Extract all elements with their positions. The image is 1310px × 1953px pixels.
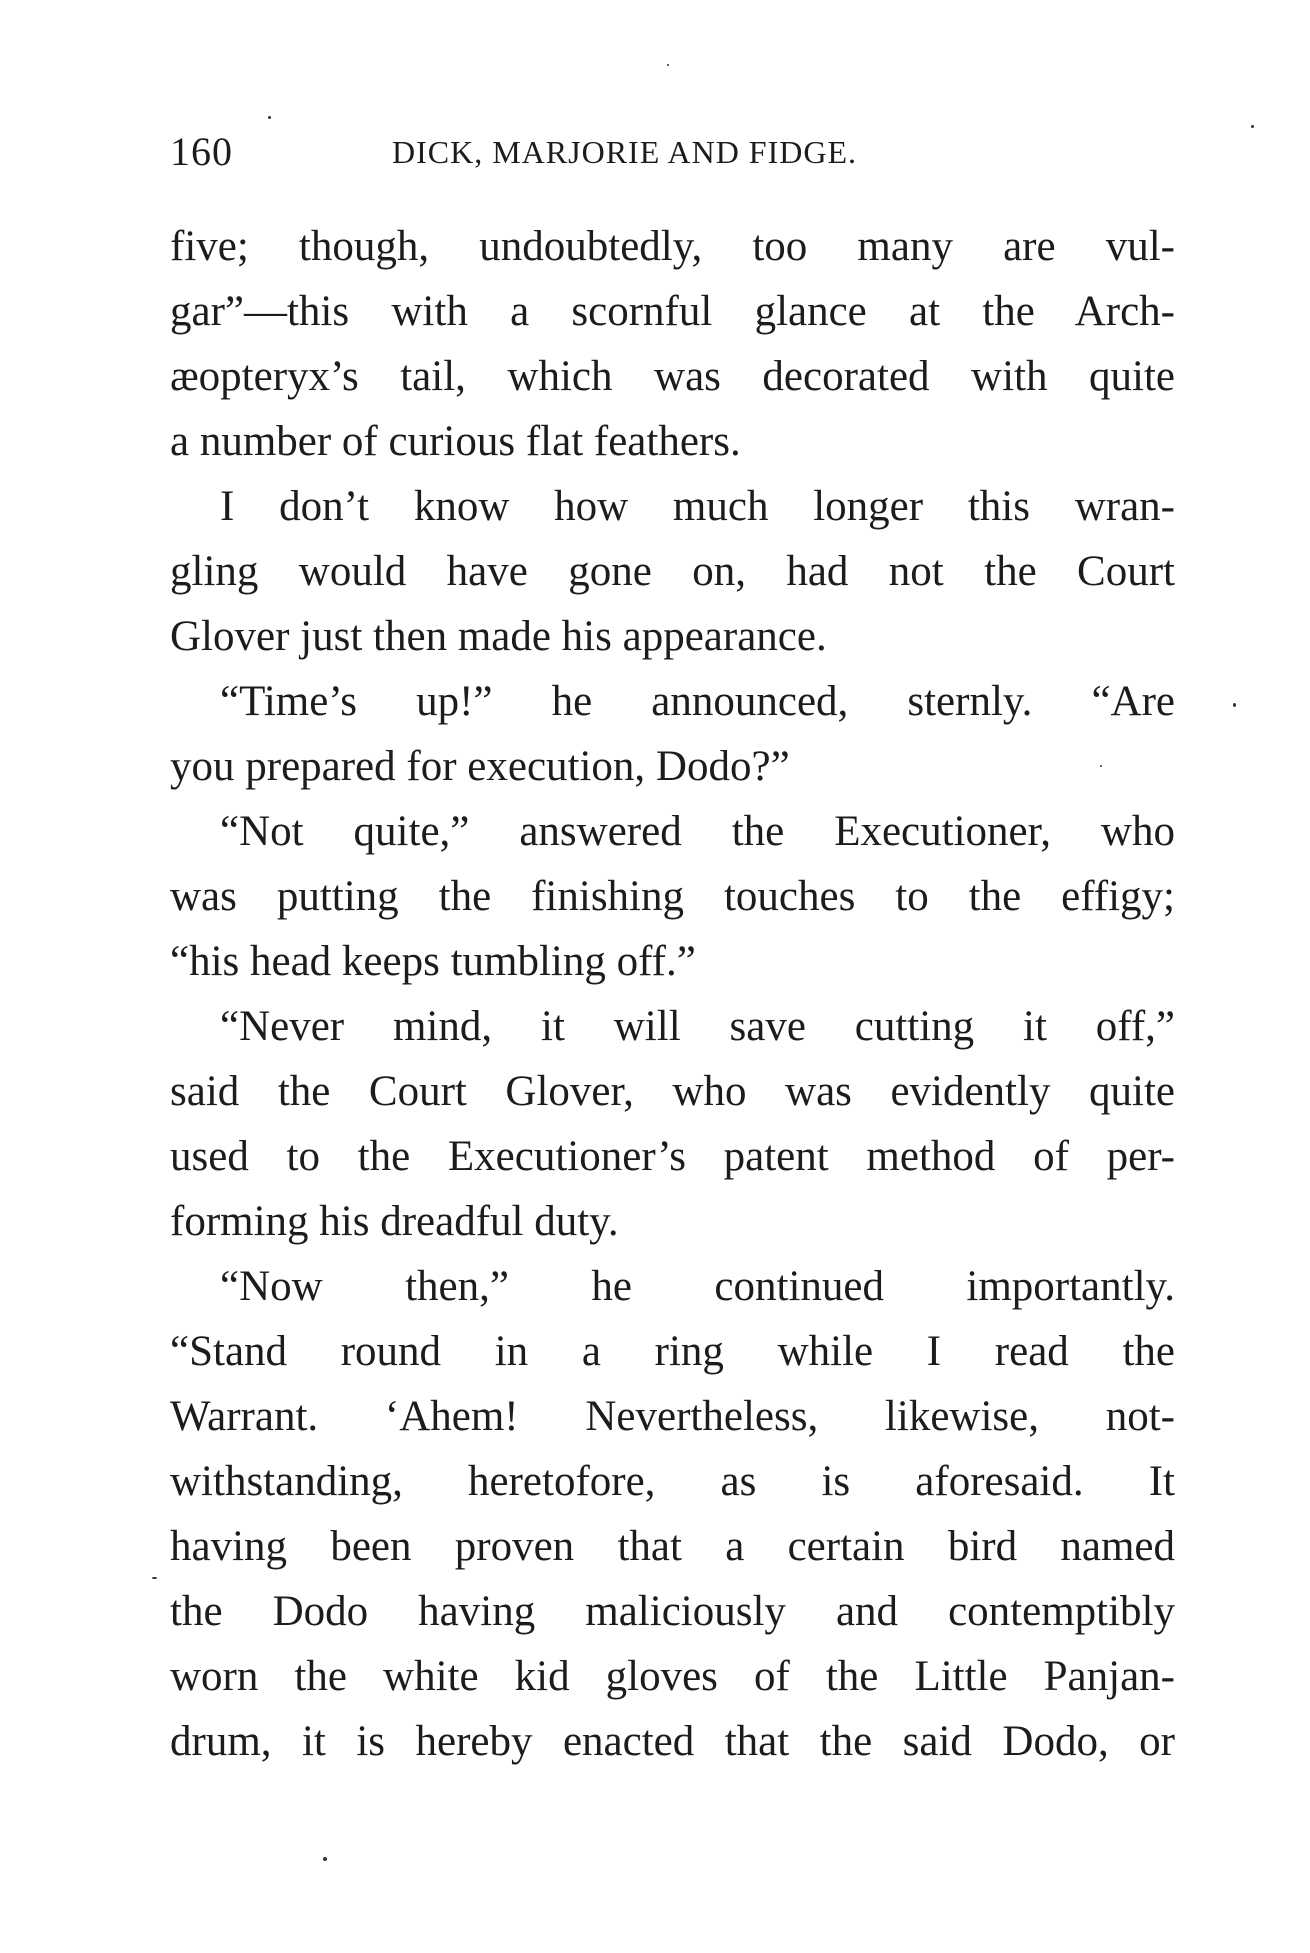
- paragraph-start-line: “Never mind, it will save cutting it off,”: [220, 1003, 1175, 1050]
- paragraph-start-line: I don’t know how much longer this wran-: [220, 483, 1175, 530]
- text-line: five; though, undoubtedly, too many are vul-: [170, 223, 1175, 270]
- text-line: a number of curious flat feathers.: [170, 418, 741, 465]
- scan-speck: [1233, 703, 1236, 707]
- paragraph-start-line: “Time’s up!” he announced, sternly. “Are: [220, 678, 1175, 725]
- text-line: Glover just then made his appearance.: [170, 613, 827, 660]
- running-head: DICK, MARJORIE AND FIDGE.: [392, 134, 858, 170]
- text-line: withstanding, heretofore, as is aforesaid. It: [170, 1458, 1175, 1505]
- text-line: “his head keeps tumbling off.”: [170, 938, 696, 985]
- scan-speck: [1100, 765, 1102, 767]
- text-line: the Dodo having maliciously and contemptibly: [170, 1588, 1175, 1635]
- text-line: “Stand round in a ring while I read the: [170, 1328, 1175, 1375]
- scan-speck: [323, 1857, 327, 1861]
- text-line: æopteryx’s tail, which was decorated with quite: [170, 353, 1175, 400]
- paragraph-start-line: “Not quite,” answered the Executioner, who: [220, 808, 1175, 855]
- text-line: said the Court Glover, who was evidently quite: [170, 1068, 1175, 1115]
- body-text: [170, 214, 1175, 1774]
- text-line: forming his dreadful duty.: [170, 1198, 619, 1245]
- scan-speck: [1251, 125, 1254, 128]
- scan-speck: [268, 116, 271, 119]
- page-header: [170, 128, 1170, 176]
- text-line: having been proven that a certain bird named: [170, 1523, 1175, 1570]
- paragraph-start-line: “Now then,” he continued importantly.: [220, 1263, 1175, 1310]
- text-line: was putting the finishing touches to the effigy;: [170, 873, 1175, 920]
- scan-speck: [152, 1577, 157, 1579]
- text-line: worn the white kid gloves of the Little Panjan-: [170, 1653, 1175, 1700]
- text-line: you prepared for execution, Dodo?”: [170, 743, 790, 790]
- text-line: gar”—this with a scornful glance at the Arch-: [170, 288, 1175, 335]
- scan-speck: [667, 64, 669, 66]
- text-line: drum, it is hereby enacted that the said Dodo, or: [170, 1718, 1175, 1765]
- page-number: 160: [170, 129, 233, 174]
- text-line: Warrant. ‘Ahem! Nevertheless, likewise, not-: [170, 1393, 1175, 1440]
- text-line: gling would have gone on, had not the Court: [170, 548, 1175, 595]
- text-line: used to the Executioner’s patent method of per-: [170, 1133, 1175, 1180]
